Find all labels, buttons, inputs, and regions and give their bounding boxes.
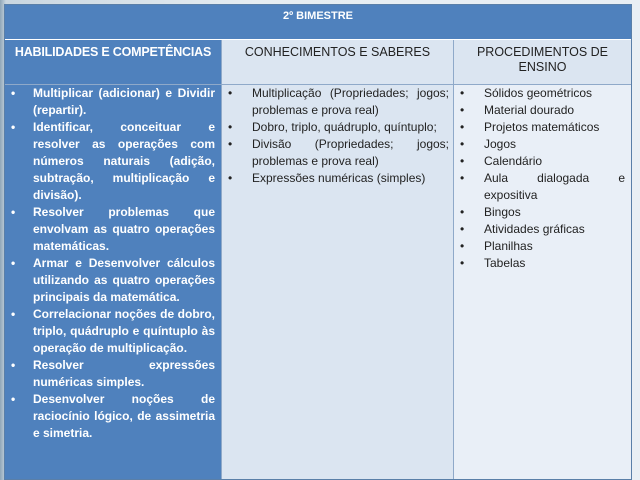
list-item: • Projetos matemáticos [460,119,625,136]
list-item: • Aula dialogada e expositiva [460,170,625,204]
procedimentos-list [454,85,631,272]
list-item: • Dobro, triplo, quádruplo, quíntuplo; [228,119,449,136]
list-item: • Expressões numéricas (simples) [228,170,449,187]
list-item: • Sólidos geométricos [460,85,625,102]
table-title: 2º BIMESTRE [282,10,354,22]
list-item: • Multiplicação (Propriedades; jogos; problemas e prova real) [228,85,449,119]
list-item: • Armar e Desenvolver cálculos utilizando as quatro operações principais da matemática. [11,255,215,306]
column-procedimentos [453,84,631,479]
list-item: • Multiplicar (adicionar) e Dividir (repartir). [11,85,215,119]
list-item: • Planilhas [460,238,625,255]
list-item: • Identificar, conceituar e resolver as operações com números naturais (adição, subtração, multiplicação e divisão). [11,119,215,204]
list-item: • Resolver problemas que envolvam as quatro operações matemáticas. [11,204,215,255]
column-conhecimentos [221,84,453,479]
list-item: • Desenvolver noções de raciocínio lógico, de assimetria e simetria. [11,391,215,442]
list-item: • Calendário [460,153,625,170]
list-item: • Bingos [460,204,625,221]
list-item: • Tabelas [460,255,625,272]
list-item: • Material dourado [460,102,625,119]
list-item: • Resolver expressões numéricas simples. [11,357,215,391]
header-conhecimentos: CONHECIMENTOS E SABERES [221,40,453,84]
list-item: • Divisão (Propriedades; jogos; problemas e prova real) [228,136,449,170]
header-habilidades: HABILIDADES E COMPETÊNCIAS [5,40,221,84]
curriculum-table [4,4,632,480]
habilidades-list [5,85,221,442]
conhecimentos-list [222,85,453,187]
list-item: • Correlacionar noções de dobro, triplo, quádruplo e quíntuplo às operação de multiplicação. [11,306,215,357]
table-title-row [5,5,631,40]
column-habilidades [5,84,221,479]
list-item: • Jogos [460,136,625,153]
header-procedimentos: PROCEDIMENTOS DE ENSINO [453,40,631,84]
list-item: • Atividades gráficas [460,221,625,238]
